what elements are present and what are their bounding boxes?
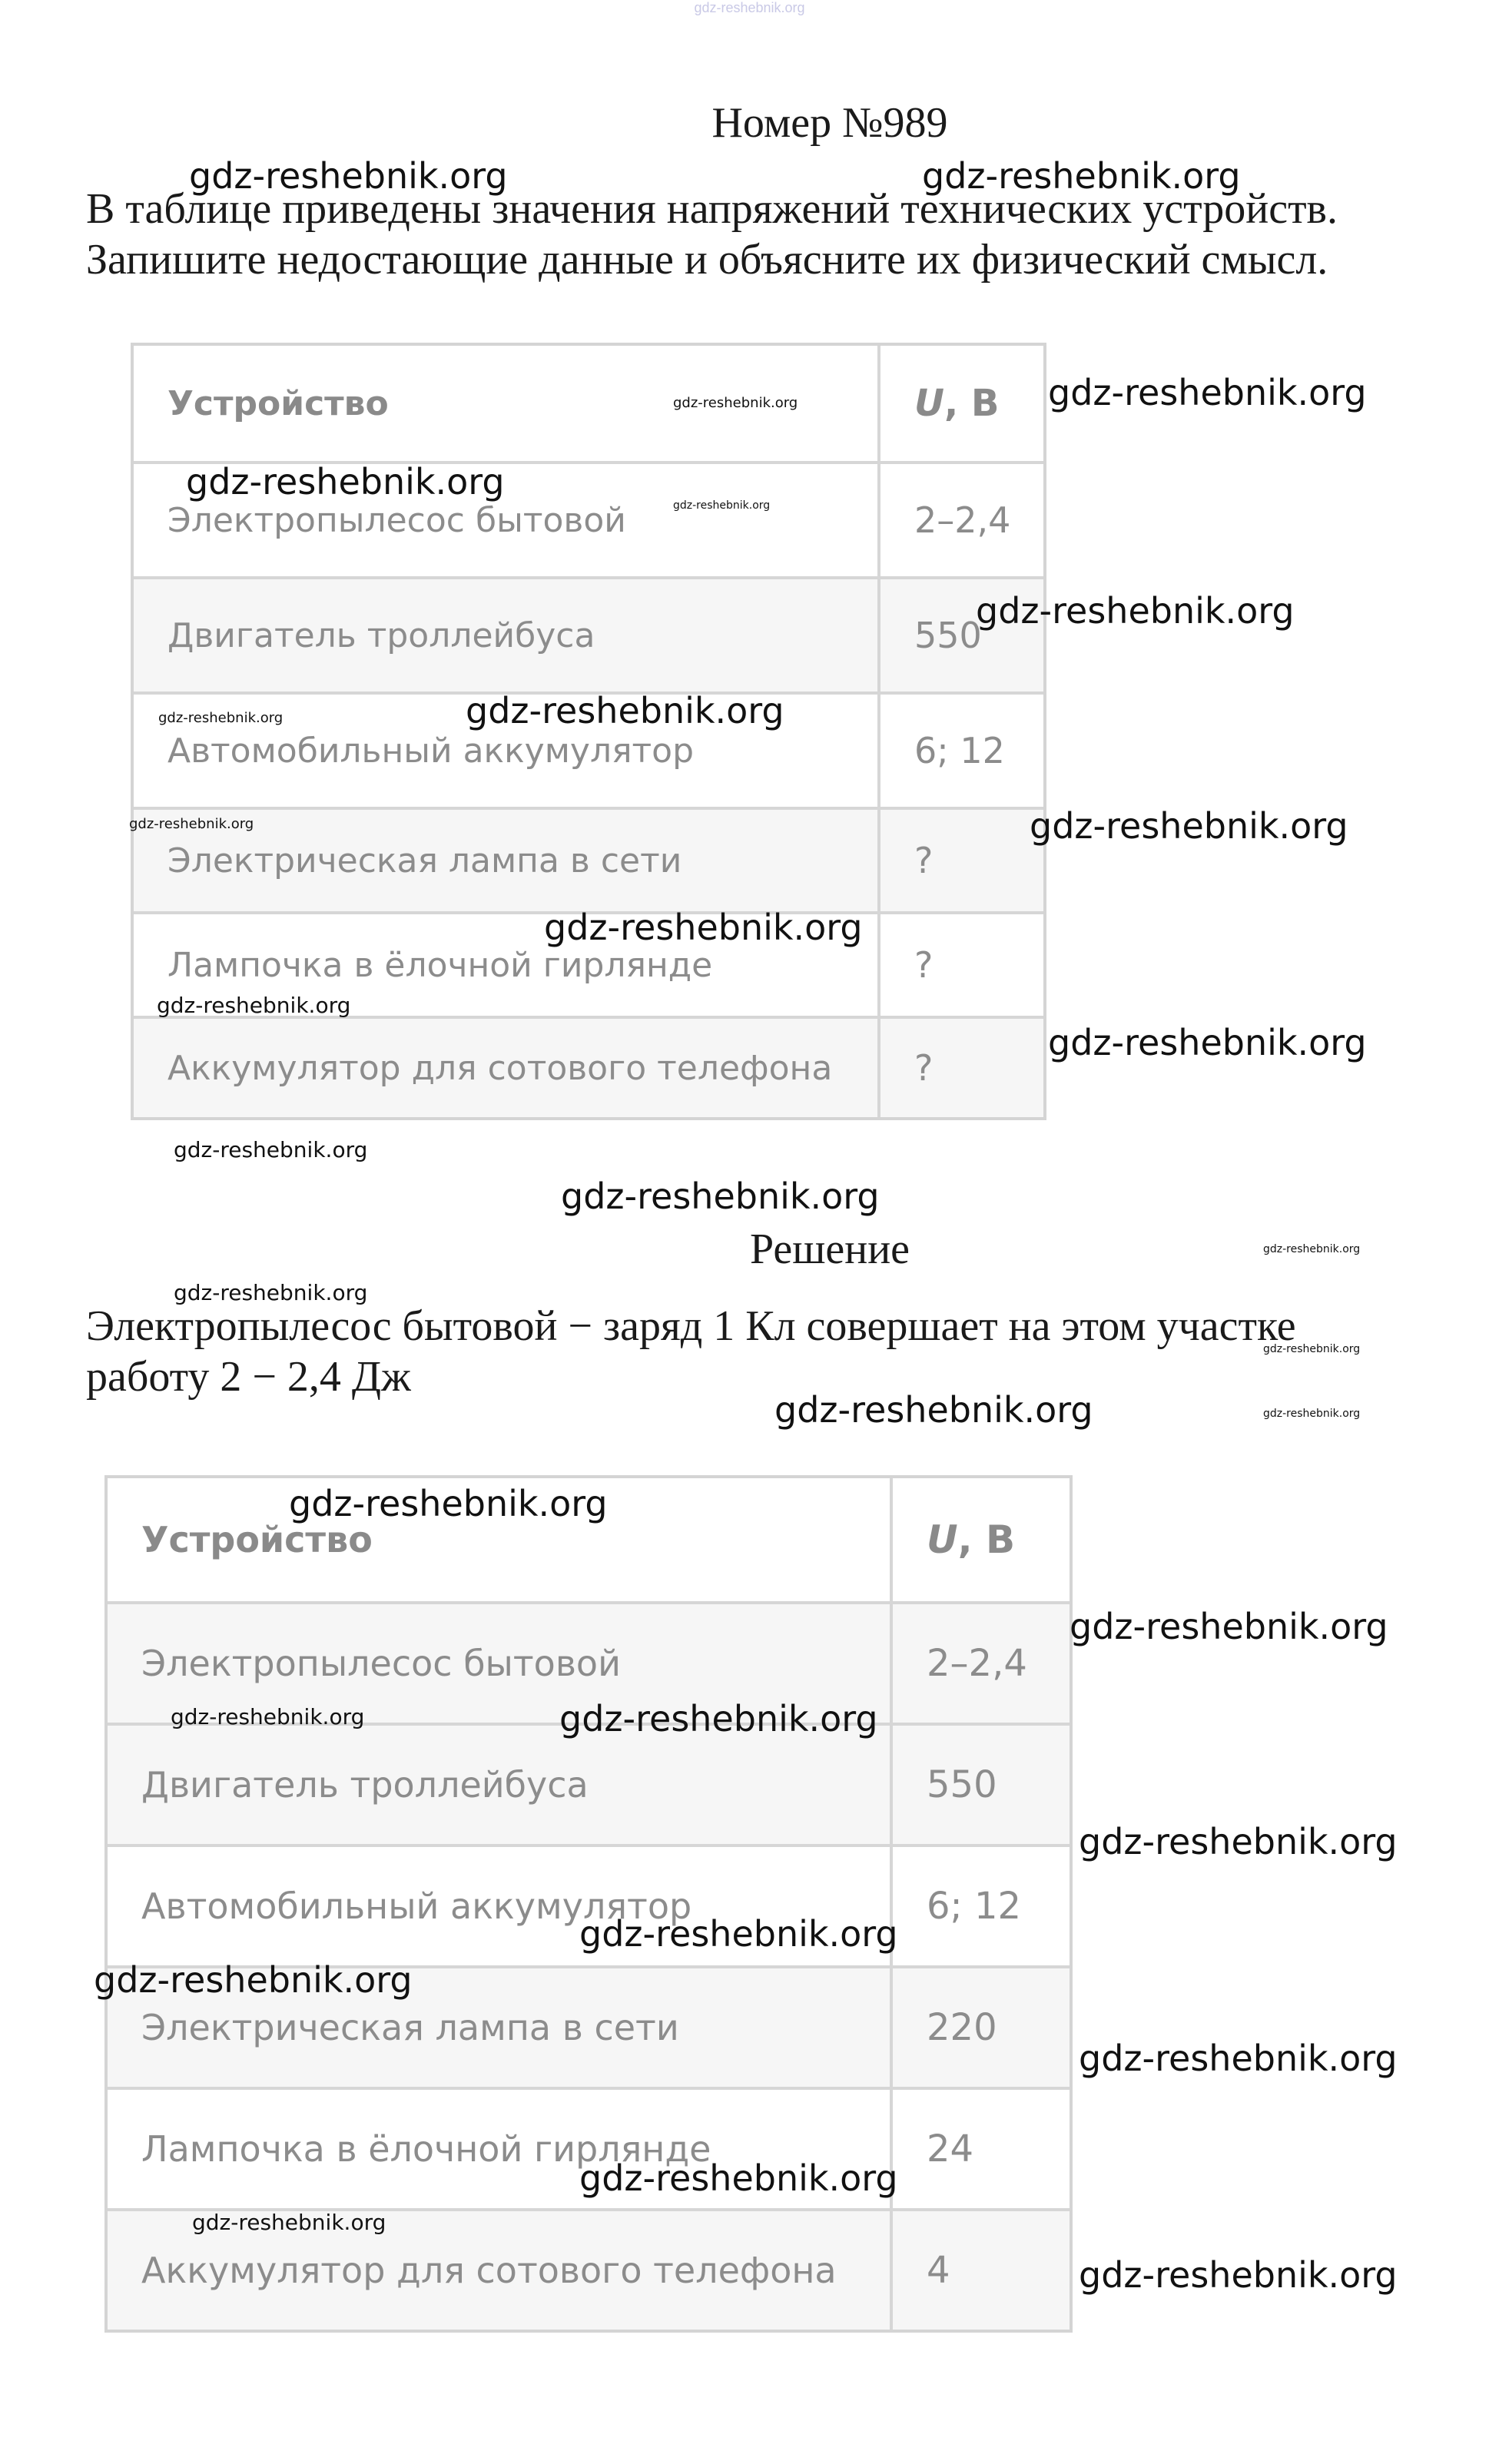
watermark: gdz-reshebnik.org (174, 1280, 368, 1305)
watermark: gdz-reshebnik.org (673, 499, 771, 512)
row-device: Лампочка в ёлочной гирлянде (141, 2128, 711, 2170)
watermark: gdz-reshebnik.org (94, 1959, 413, 2001)
row-device: Аккумулятор для сотового телефона (167, 1048, 833, 1088)
voltage-table-solution (104, 1475, 1073, 2333)
row-device: Двигатель троллейбуса (141, 1764, 589, 1806)
header-device: Устройство (141, 1519, 373, 1560)
watermark: gdz-reshebnik.org (1079, 1821, 1398, 1862)
row-device: Лампочка в ёлочной гирлянде (167, 945, 713, 985)
watermark: gdz-reshebnik.org (673, 395, 798, 411)
table-row (134, 807, 1043, 911)
watermark: gdz-reshebnik.org (1263, 1343, 1361, 1355)
row-voltage: 2–2,4 (877, 464, 1043, 576)
watermark: gdz-reshebnik.org (157, 993, 351, 1018)
watermark: gdz-reshebnik.org (158, 710, 284, 726)
watermark: gdz-reshebnik.org (1030, 805, 1348, 847)
task-text-line-1: В таблице приведены значения напряжений технических устройств. (86, 185, 1338, 233)
watermark: gdz-reshebnik.org (976, 590, 1295, 632)
watermark: gdz-reshebnik.org (189, 155, 508, 197)
header-voltage: U , В (877, 346, 1043, 461)
solution-text-line-1: Электропылесос бытовой − заряд 1 Кл совершает на этом участке (86, 1302, 1296, 1350)
row-device: Автомобильный аккумулятор (141, 1885, 692, 1927)
table-row (134, 1016, 1043, 1117)
table-row (134, 576, 1043, 691)
watermark: gdz-reshebnik.org (1263, 1243, 1361, 1255)
watermark: gdz-reshebnik.org (171, 1704, 365, 1729)
watermark: gdz-reshebnik.org (466, 690, 784, 731)
row-device: Аккумулятор для сотового телефона (141, 2250, 837, 2291)
top-watermark: gdz-reshebnik.org (694, 0, 805, 15)
watermark: gdz-reshebnik.org (561, 1176, 880, 1217)
watermark: gdz-reshebnik.org (922, 155, 1241, 197)
watermark: gdz-reshebnik.org (774, 1389, 1093, 1431)
header-voltage: U , В (890, 1478, 1070, 1601)
table-header-row (134, 346, 1043, 461)
task-text-line-2: Запишите недостающие данные и объясните их физический смысл. (86, 236, 1328, 284)
row-device: Электрическая лампа в сети (141, 2007, 679, 2048)
row-voltage: 6; 12 (877, 695, 1043, 807)
row-voltage: ? (877, 914, 1043, 1016)
watermark: gdz-reshebnik.org (1070, 1606, 1388, 1647)
table-row (108, 1723, 1070, 1844)
watermark: gdz-reshebnik.org (174, 1137, 368, 1162)
row-voltage: 6; 12 (890, 1847, 1070, 1965)
watermark: gdz-reshebnik.org (1263, 1408, 1361, 1420)
row-device: Электропылесос бытовой (167, 500, 626, 540)
solution-heading: Решение (749, 1225, 910, 1273)
watermark: gdz-reshebnik.org (1079, 2254, 1398, 2296)
watermark: gdz-reshebnik.org (1048, 1022, 1367, 1063)
watermark: gdz-reshebnik.org (1079, 2038, 1398, 2079)
watermark: gdz-reshebnik.org (559, 1698, 878, 1739)
solution-text-line-2: работу 2 − 2,4 Дж (86, 1353, 411, 1401)
watermark: gdz-reshebnik.org (289, 1483, 608, 1524)
row-voltage: 4 (890, 2211, 1070, 2330)
row-voltage: ? (877, 810, 1043, 911)
watermark: gdz-reshebnik.org (544, 907, 863, 948)
row-device: Электрическая лампа в сети (167, 841, 682, 880)
watermark: gdz-reshebnik.org (192, 2210, 386, 2235)
row-device: Автомобильный аккумулятор (167, 731, 695, 771)
row-voltage: 24 (890, 2090, 1070, 2208)
row-voltage: 220 (890, 1968, 1070, 2087)
row-voltage: 550 (877, 579, 1043, 691)
row-voltage: 2–2,4 (890, 1604, 1070, 1723)
watermark: gdz-reshebnik.org (1048, 372, 1367, 413)
header-device: Устройство (167, 383, 389, 423)
watermark: gdz-reshebnik.org (579, 1913, 898, 1955)
row-voltage: ? (877, 1019, 1043, 1117)
watermark: gdz-reshebnik.org (129, 816, 254, 832)
task-number-title: Номер №989 (711, 99, 948, 147)
row-device: Двигатель троллейбуса (167, 615, 595, 655)
row-voltage: 550 (890, 1726, 1070, 1844)
watermark: gdz-reshebnik.org (579, 2157, 898, 2199)
watermark: gdz-reshebnik.org (186, 461, 505, 502)
row-device: Электропылесос бытовой (141, 1643, 621, 1684)
